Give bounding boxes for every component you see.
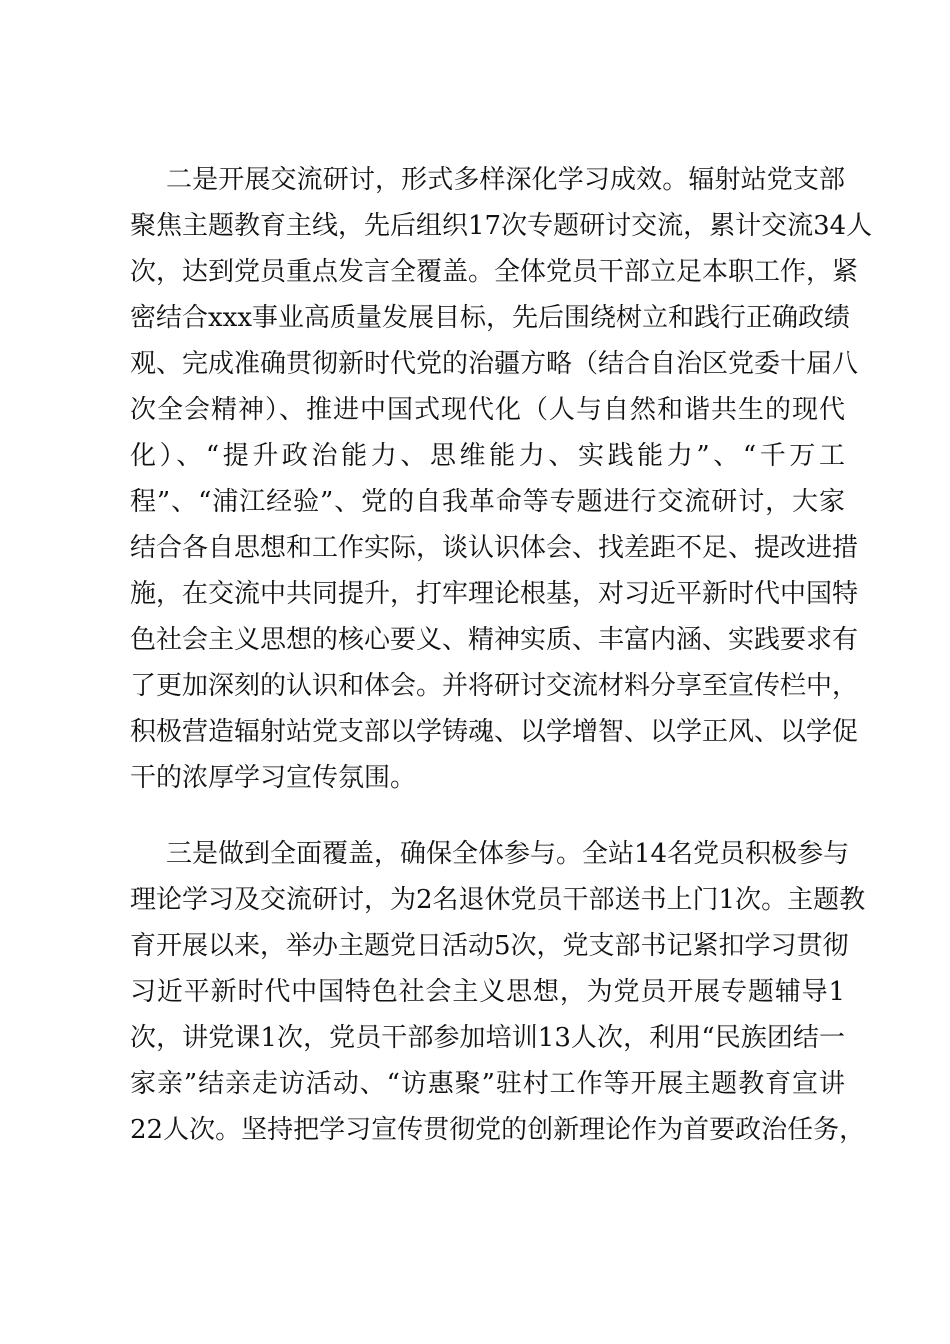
- text-line: 家亲”结亲走访活动、“访惠聚”驻村工作等开展主题教育宣讲: [130, 1069, 845, 1099]
- text-line: 三是做到全面覆盖，确保全体参与。全站14名党员积极参与: [166, 839, 850, 869]
- text-line: 积极营造辐射站党支部以学铸魂、以学增智、以学正风、以学促: [130, 717, 859, 747]
- text-line: 22人次。坚持把学习宣传贯彻党的创新理论作为首要政治任务，: [130, 1115, 866, 1145]
- text-line: 了更加深刻的认识和体会。并将研讨交流材料分享至宣传栏中，: [130, 671, 859, 701]
- text-line: 次，达到党员重点发言全覆盖。全体党员干部立足本职工作，紧: [130, 257, 859, 287]
- text-line: 观、完成准确贯彻新时代党的治疆方略（结合自治区党委十届八: [130, 349, 859, 379]
- text-line: 二是开展交流研讨，形式多样深化学习成效。辐射站党支部: [166, 165, 845, 195]
- text-line: 次全会精神）、推进中国式现代化（人与自然和谐共生的现代: [130, 395, 845, 425]
- paragraph-full-coverage: [130, 831, 866, 1153]
- text-line: 聚焦主题教育主线，先后组织17次专题研讨交流，累计交流34人: [130, 211, 873, 241]
- text-line: 化）、“提升政治能力、思维能力、实践能力”、“千万工: [130, 441, 845, 471]
- text-line: 理论学习及交流研讨，为2名退休党员干部送书上门1次。主题教: [130, 885, 866, 915]
- text-line: 习近平新时代中国特色社会主义思想，为党员开展专题辅导1: [130, 977, 845, 1007]
- document-body: [130, 157, 873, 1153]
- text-line: 干的浓厚学习宣传氛围。: [130, 763, 417, 793]
- text-line: 密结合xxx事业高质量发展目标，先后围绕树立和践行正确政绩: [130, 303, 850, 333]
- text-line: 结合各自思想和工作实际，谈认识体会、找差距不足、提改进措: [130, 533, 859, 563]
- text-line: 施，在交流中共同提升，打牢理论根基，对习近平新时代中国特: [130, 579, 859, 609]
- text-line: 色社会主义思想的核心要义、精神实质、丰富内涵、实践要求有: [130, 625, 859, 655]
- text-line: 次，讲党课1次，党员干部参加培训13人次，利用“民族团结一: [130, 1023, 845, 1053]
- paragraph-spacer: [130, 801, 845, 831]
- text-line: 育开展以来，举办主题党日活动5次，党支部书记紧扣学习贯彻: [130, 931, 849, 961]
- text-line: 程”、“浦江经验”、党的自我革命等专题进行交流研讨，大家: [130, 487, 845, 517]
- paragraph-exchange-research: [130, 157, 873, 801]
